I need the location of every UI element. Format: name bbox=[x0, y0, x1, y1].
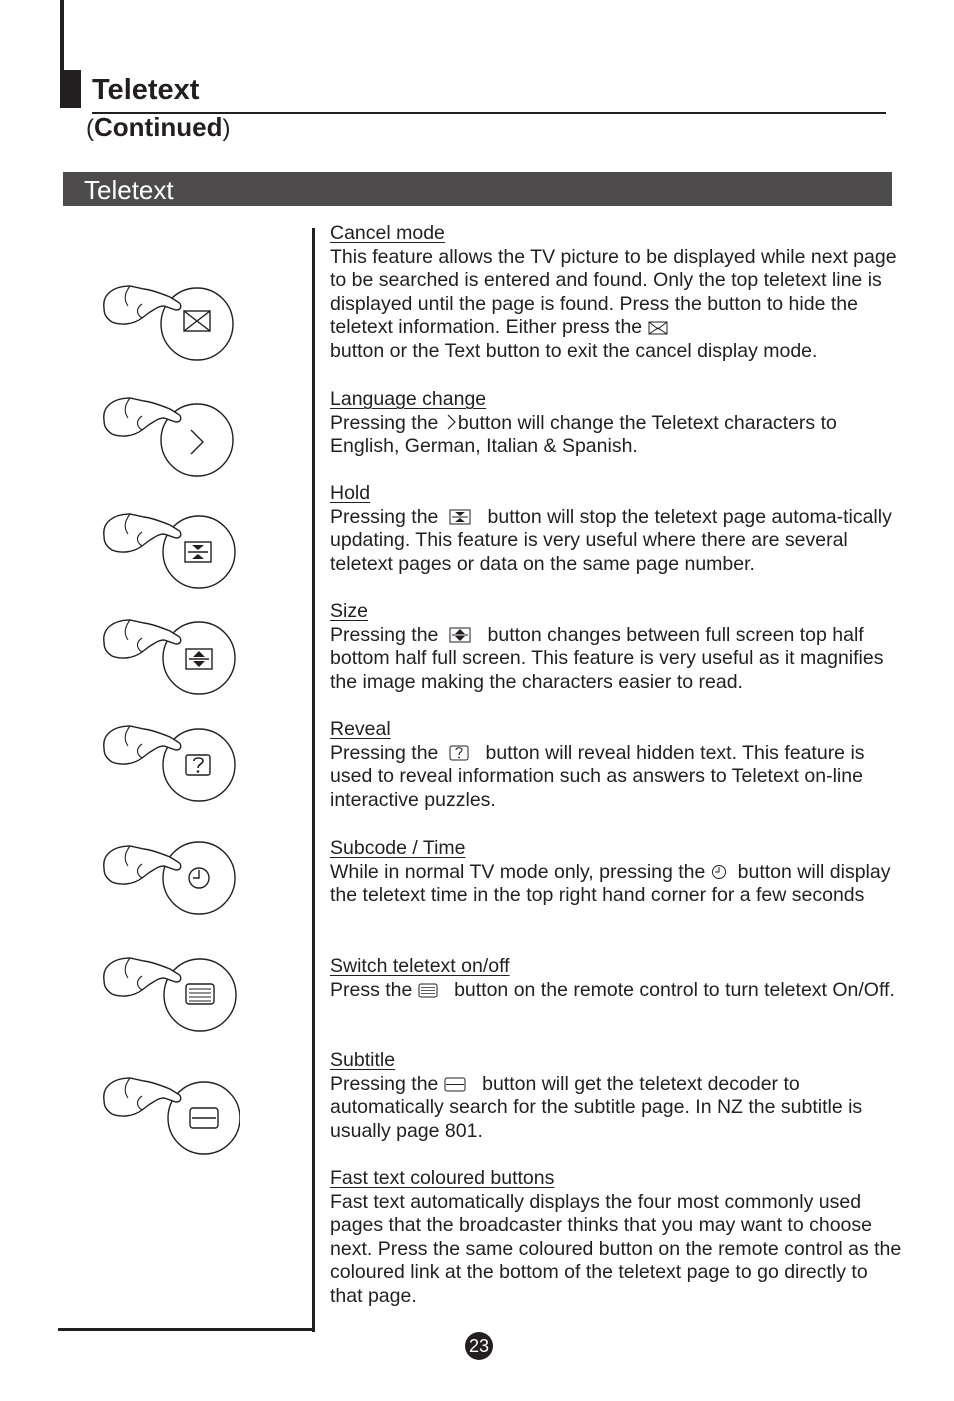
subtitle-close-paren: ) bbox=[222, 115, 231, 142]
size-icon bbox=[449, 627, 471, 643]
item-body bbox=[330, 506, 902, 577]
item-text: button will get the teletext decoder to automatically search for the subtitle page. In NZ the subtitle is usually page 801. bbox=[330, 1072, 863, 1142]
item-heading: Fast text coloured buttons bbox=[330, 1167, 555, 1189]
item-body bbox=[330, 1073, 902, 1144]
item-body bbox=[330, 742, 902, 813]
item-cancel-mode bbox=[330, 222, 902, 363]
item-switch-teletext bbox=[330, 955, 902, 1002]
item-hold bbox=[330, 482, 902, 576]
item-subcode-time bbox=[330, 837, 902, 908]
header-accent-block bbox=[60, 70, 81, 108]
page-subtitle bbox=[86, 110, 231, 146]
remote-button-circle bbox=[164, 959, 236, 1031]
item-text: Pressing the bbox=[330, 411, 439, 434]
item-heading: Subcode / Time bbox=[330, 837, 466, 859]
illustration-reveal bbox=[100, 720, 240, 810]
cancel-icon bbox=[648, 321, 668, 335]
illustration-teletext bbox=[100, 952, 240, 1042]
item-text: Pressing the bbox=[330, 505, 439, 528]
item-text: While in normal TV mode only, pressing the bbox=[330, 860, 706, 883]
item-body bbox=[330, 1191, 902, 1309]
item-body bbox=[330, 861, 902, 908]
subtitle-open-paren: ( bbox=[86, 115, 94, 142]
item-text: button changes between full screen top half bottom half full screen. This feature is very useful as it magnifies the image making the characters easier to read. bbox=[330, 623, 884, 693]
item-text: This feature allows the TV picture to be displayed while next page to be searched is entered and found. Only the top teletext line is displayed until the page is found. Press the button to hide the teletext information. Either press the bbox=[330, 245, 897, 339]
item-heading: Reveal bbox=[330, 718, 391, 740]
item-text: button will change the Teletext characters to English, German, Italian & Spanish. bbox=[330, 411, 837, 458]
illustration-subcode bbox=[100, 840, 240, 930]
illustration-language bbox=[100, 392, 240, 482]
item-text: Press the bbox=[330, 978, 413, 1001]
reveal-icon bbox=[449, 745, 469, 761]
hold-icon bbox=[449, 509, 471, 525]
item-text: button will reveal hidden text. This feature is used to reveal information such as answers to Teletext on-line interactive puzzles. bbox=[330, 741, 865, 811]
page-title: Teletext bbox=[92, 74, 200, 106]
item-text: button on the remote control to turn teletext On/Off. bbox=[454, 978, 895, 1001]
item-text: button will stop the teletext page automa-tically updating. This feature is very useful where there are several teletext pages or data on the same page number. bbox=[330, 505, 892, 575]
clock-icon bbox=[711, 864, 727, 880]
item-body bbox=[330, 412, 902, 459]
item-heading: Size bbox=[330, 600, 368, 622]
item-reveal bbox=[330, 718, 902, 812]
item-text: button or the Text button to exit the cancel display mode. bbox=[330, 339, 818, 362]
subtitle-text: Continued bbox=[94, 112, 223, 142]
item-heading: Subtitle bbox=[330, 1049, 396, 1071]
teletext-icon bbox=[418, 983, 438, 998]
section-title: Teletext bbox=[84, 175, 174, 205]
item-heading: Language change bbox=[330, 388, 487, 410]
item-heading: Switch teletext on/off bbox=[330, 955, 510, 977]
illustration-size bbox=[100, 614, 240, 704]
item-text: Pressing the bbox=[330, 623, 439, 646]
chevron-right-icon bbox=[444, 413, 458, 431]
item-body bbox=[330, 979, 902, 1003]
item-text: button will display the teletext time in the top right hand corner for a few seconds bbox=[330, 860, 891, 907]
subtitle-icon bbox=[444, 1077, 466, 1092]
item-heading: Hold bbox=[330, 482, 371, 504]
item-size bbox=[330, 600, 902, 694]
header-accent-bar bbox=[60, 0, 64, 72]
column-divider bbox=[312, 228, 315, 1332]
item-text: Pressing the bbox=[330, 1072, 439, 1095]
section-bar bbox=[63, 172, 892, 206]
item-body bbox=[330, 624, 902, 695]
item-text: Fast text automatically displays the four most commonly used pages that the broadcaster thinks that you may want to choose next. Press the same coloured button on the remote control as the coloured link at the bottom of the teletext page to go directly to that page. bbox=[330, 1190, 902, 1307]
illustration-subtitle bbox=[100, 1072, 240, 1162]
item-language-change bbox=[330, 388, 902, 459]
item-text: Pressing the bbox=[330, 741, 439, 764]
illustration-hold bbox=[100, 508, 240, 598]
item-heading: Cancel mode bbox=[330, 222, 445, 244]
item-fast-text bbox=[330, 1167, 902, 1308]
item-body bbox=[330, 246, 902, 364]
item-subtitle bbox=[330, 1049, 902, 1143]
page-number: 23 bbox=[465, 1332, 493, 1360]
illustration-cancel bbox=[100, 280, 240, 370]
bottom-rule bbox=[58, 1328, 314, 1331]
